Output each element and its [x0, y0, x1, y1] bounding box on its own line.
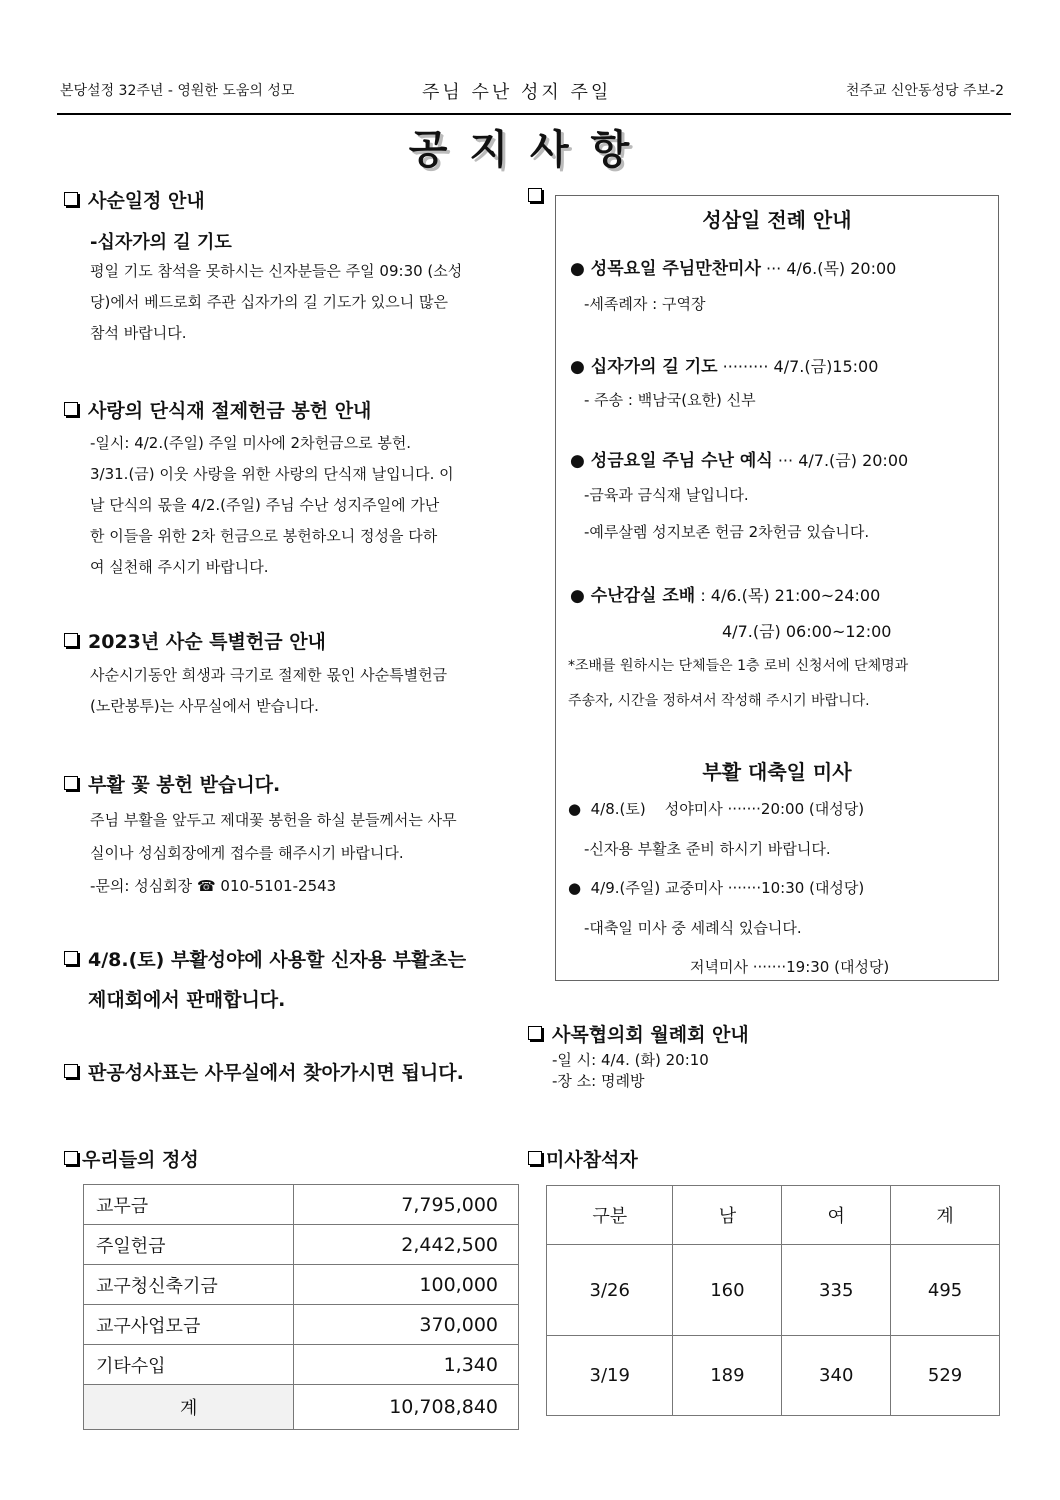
- s4-title: 부활 꽃 봉헌 받습니다.: [88, 774, 281, 796]
- s6-heading: [64, 1058, 464, 1085]
- bullet-icon: ●: [568, 800, 591, 818]
- bullet-icon: ●: [570, 357, 591, 377]
- i2-time: 4/7.(금)15:00: [773, 357, 879, 376]
- s2-line: 3/31.(금) 이웃 사랑을 위한 사랑의 단식재 날입니다. 이: [90, 465, 454, 483]
- attend-header: 여: [782, 1186, 891, 1245]
- checkbox-icon: [64, 776, 78, 790]
- s1-line: 평일 기도 참석을 못하시는 신자분들은 주일 09:30 (소성: [90, 262, 463, 280]
- offering-label: 교무금: [84, 1185, 294, 1225]
- council-title: 사목협의회 월례회 안내: [552, 1024, 749, 1046]
- table-row: [84, 1225, 519, 1265]
- s1-title: 사순일정 안내: [88, 190, 205, 212]
- checkbox-icon: [528, 1151, 542, 1165]
- s5-title2: 제대회에서 판매합니다.: [88, 989, 286, 1011]
- s2-line: 여 실천해 주시기 바랍니다.: [90, 558, 269, 576]
- s4-line: 주님 부활을 앞두고 제대꽃 봉헌을 하실 분들께서는 사무: [90, 811, 457, 829]
- attend-cell: 335: [782, 1245, 891, 1336]
- liturgy-box: [555, 195, 999, 981]
- i2-note: - 주송 : 백남국(요한) 신부: [584, 391, 756, 409]
- s4-heading: [64, 770, 280, 797]
- easter-title: 부활 대축일 미사: [702, 760, 852, 784]
- i3-row: [570, 446, 908, 471]
- table-row: [84, 1185, 519, 1225]
- offering-label: 교구청신축기금: [84, 1265, 294, 1305]
- checkbox-icon: [64, 1064, 78, 1078]
- council-l2: -장 소: 명례방: [552, 1072, 645, 1090]
- offering-heading: [64, 1145, 199, 1172]
- offering-value: 370,000: [294, 1305, 519, 1345]
- offering-title: 우리들의 정성: [82, 1149, 199, 1171]
- offering-value: 1,340: [294, 1345, 519, 1385]
- header-left: 본당설정 32주년 - 영원한 도움의 성모: [60, 83, 295, 99]
- table-row: [547, 1245, 1000, 1336]
- s1-line: 당)에서 베드로회 주관 십자가의 길 기도가 있으니 많은: [90, 293, 449, 311]
- offering-label: 주일헌금: [84, 1225, 294, 1265]
- s2-line: -일시: 4/2.(주일) 주일 미사에 2차헌금으로 봉헌.: [90, 434, 412, 452]
- bullet-icon: ●: [568, 879, 591, 897]
- s4-line: -문의: 성심회장 ☎ 010-5101-2543: [90, 877, 337, 895]
- i4-name: 수난감실 조배: [590, 586, 696, 606]
- council-heading: [528, 1020, 749, 1047]
- e1-row: [568, 798, 864, 819]
- s6-title: 판공성사표는 사무실에서 찾아가시면 됩니다.: [88, 1062, 464, 1084]
- i3-dots: ···: [777, 451, 794, 470]
- offering-total-value: 10,708,840: [294, 1385, 519, 1430]
- i4-note1: *조배를 원하시는 단체들은 1층 로비 신청서에 단체명과: [568, 658, 909, 674]
- table-row: [84, 1305, 519, 1345]
- i2-row: [570, 352, 878, 377]
- s1-heading: [64, 186, 205, 213]
- i3-time: 4/7.(금) 20:00: [798, 451, 909, 470]
- table-row: [84, 1345, 519, 1385]
- table-header-row: [547, 1186, 1000, 1245]
- s4-line: 실이나 성심회장에게 접수를 해주시기 바랍니다.: [90, 844, 404, 862]
- box-title: 성삼일 전례 안내: [702, 208, 852, 232]
- header-rule: [57, 113, 1011, 115]
- attend-cell: 160: [673, 1245, 782, 1336]
- bullet-icon: ●: [570, 451, 591, 471]
- checkbox-icon: [64, 402, 78, 416]
- offering-label: 기타수입: [84, 1345, 294, 1385]
- i1-name: 성목요일 주님만찬미사: [590, 259, 761, 279]
- right-checkbox: [528, 188, 552, 207]
- i2-dots: ·········: [722, 357, 769, 376]
- offering-value: 100,000: [294, 1265, 519, 1305]
- e2-note: -대축일 미사 중 세례식 있습니다.: [584, 919, 802, 937]
- i3-note2: -예루살렘 성지보존 헌금 2차헌금 있습니다.: [584, 523, 870, 541]
- attend-header: 구분: [547, 1186, 673, 1245]
- i4-time1: : 4/6.(목) 21:00~24:00: [700, 586, 881, 605]
- attend-cell: 3/26: [547, 1245, 673, 1336]
- s2-body: [90, 428, 520, 583]
- bullet-icon: ●: [570, 586, 591, 606]
- e1-note: -신자용 부활초 준비 하시기 바랍니다.: [584, 840, 831, 858]
- s4-body: [90, 804, 520, 903]
- i3-name: 성금요일 주님 수난 예식: [590, 451, 773, 471]
- s2-line: 날 단식의 몫을 4/2.(주일) 주님 수난 성지주일에 가난: [90, 496, 440, 514]
- table-row: [84, 1265, 519, 1305]
- attend-cell: 3/19: [547, 1336, 673, 1416]
- s3-heading: [64, 627, 326, 654]
- i4-note2: 주송자, 시간을 정하셔서 작성해 주시기 바랍니다.: [568, 693, 870, 709]
- s3-line: (노란봉투)는 사무실에서 받습니다.: [90, 697, 319, 715]
- i1-note: -세족례자 : 구역장: [584, 295, 706, 313]
- checkbox-icon: [64, 633, 78, 647]
- header-center: 주님 수난 성지 주일: [422, 82, 612, 103]
- i3-note1: -금육과 금식재 날입니다.: [584, 486, 749, 504]
- e3-row: 저녁미사 ·······19:30 (대성당): [690, 958, 890, 976]
- e2-row: [568, 877, 864, 898]
- attend-cell: 340: [782, 1336, 891, 1416]
- council-l1: -일 시: 4/4. (화) 20:10: [552, 1051, 709, 1069]
- i4-time2: 4/7.(금) 06:00~12:00: [722, 622, 892, 641]
- attend-header: 계: [891, 1186, 1000, 1245]
- s3-line: 사순시기동안 희생과 극기로 절제한 몫인 사순특별헌금: [90, 666, 448, 684]
- checkbox-icon: [528, 1026, 542, 1040]
- checkbox-icon: [528, 188, 542, 202]
- offering-table: [83, 1184, 519, 1430]
- i4-row: [570, 581, 880, 606]
- attend-header: 남: [673, 1186, 782, 1245]
- checkbox-icon: [64, 192, 78, 206]
- s2-title: 사랑의 단식재 절제헌금 봉헌 안내: [88, 400, 372, 422]
- s2-line: 한 이들을 위한 2차 헌금으로 봉헌하오니 정성을 다하: [90, 527, 438, 545]
- e1-text: 4/8.(토) 성야미사 ·······20:00 (대성당): [590, 800, 865, 818]
- attend-table: [546, 1185, 1000, 1416]
- i1-time: 4/6.(목) 20:00: [786, 259, 897, 278]
- i1-row: [570, 254, 896, 279]
- table-row: [547, 1336, 1000, 1416]
- s5-heading: [64, 940, 466, 1020]
- offering-total-label: 계: [84, 1385, 294, 1430]
- attend-cell: 189: [673, 1336, 782, 1416]
- checkbox-icon: [64, 951, 78, 965]
- attend-heading: [528, 1145, 638, 1172]
- s1-body: [90, 256, 520, 349]
- attend-cell: 495: [891, 1245, 1000, 1336]
- header-right: 천주교 신안동성당 주보-2: [845, 83, 1004, 99]
- s5-title: 4/8.(토) 부활성야에 사용할 신자용 부활초는: [88, 949, 467, 971]
- s3-title: 2023년 사순 특별헌금 안내: [88, 631, 326, 653]
- checkbox-icon: [64, 1151, 78, 1165]
- e2-text: 4/9.(주일) 교중미사 ·······10:30 (대성당): [590, 879, 865, 897]
- offering-value: 2,442,500: [294, 1225, 519, 1265]
- offering-value: 7,795,000: [294, 1185, 519, 1225]
- page-title: 공지사항: [408, 127, 652, 173]
- bullet-icon: ●: [570, 259, 591, 279]
- offering-label: 교구사업모금: [84, 1305, 294, 1345]
- table-row: [84, 1385, 519, 1430]
- i1-dots: ···: [766, 259, 782, 278]
- i2-name: 십자가의 길 기도: [590, 357, 718, 377]
- s1-sub: -십자가의 길 기도: [90, 232, 232, 253]
- attend-cell: 529: [891, 1336, 1000, 1416]
- s2-heading: [64, 396, 371, 423]
- s3-body: [90, 660, 520, 722]
- s1-line: 참석 바랍니다.: [90, 324, 187, 342]
- attend-title: 미사참석자: [546, 1149, 638, 1171]
